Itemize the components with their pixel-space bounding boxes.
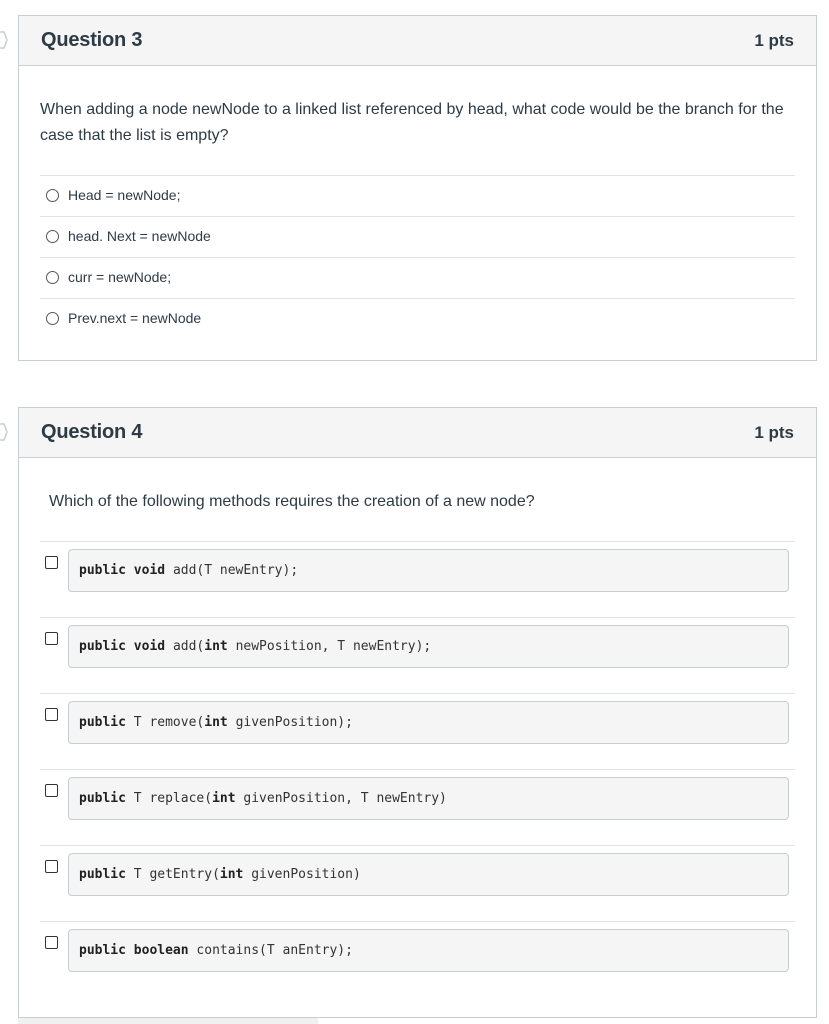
radio-button[interactable] [46,312,59,325]
code-snippet [68,777,789,820]
answer-option[interactable] [40,541,795,617]
checkbox[interactable] [45,784,58,797]
code-snippet [68,929,789,972]
code-keyword: public [79,639,126,654]
flag-question-icon[interactable] [0,423,8,441]
answer-option[interactable] [40,845,795,921]
checkbox[interactable] [45,936,58,949]
code-keyword: boolean [133,943,189,958]
answer-label: Head = newNode; [68,187,181,203]
checkbox[interactable] [45,708,58,721]
code-keyword: void [133,563,166,578]
answer-label: Prev.next = newNode [68,310,202,326]
question-4-answers [40,541,795,997]
code-snippet [68,625,789,668]
code-text: add(T newEntry); [172,563,299,578]
bottom-divider [18,1018,318,1024]
question-4-card [18,407,817,1018]
code-text: givenPosition) [251,867,361,882]
code-text: givenPosition); [235,715,353,730]
question-4-text: Which of the following methods requires the creation of a new node? [49,493,535,510]
answer-option[interactable] [40,693,795,769]
code-text: contains(T anEntry); [196,943,353,958]
code-keyword: public [79,715,126,730]
answer-option[interactable] [40,216,795,257]
question-3-answers [40,175,795,339]
answer-option[interactable] [40,175,795,216]
code-keyword: void [133,639,166,654]
code-snippet [68,701,789,744]
code-keyword: int [219,867,244,882]
radio-button[interactable] [46,271,59,284]
answer-label: head. Next = newNode [68,228,211,244]
flag-question-icon[interactable] [0,31,8,49]
question-3-points: 1 pts [754,31,794,50]
code-text: newPosition, T newEntry); [235,639,432,654]
question-3-card [18,15,817,361]
radio-button[interactable] [46,189,59,202]
code-keyword: int [212,791,236,806]
radio-button[interactable] [46,230,59,243]
code-text: add( [172,639,205,654]
code-keyword: int [204,639,228,654]
checkbox[interactable] [45,556,58,569]
code-keyword: public [79,943,126,958]
code-keyword: public [79,867,126,882]
code-snippet [68,853,789,896]
code-snippet [68,549,789,592]
question-3-text: When adding a node newNode to a linked list referenced by head, what code would be the branch for the case that the list is empty? [40,101,784,144]
code-text: T replace( [133,791,213,806]
answer-option[interactable] [40,769,795,845]
answer-option[interactable] [40,257,795,298]
question-4-header [19,408,816,458]
question-4-points: 1 pts [754,423,794,442]
code-text: givenPosition, T newEntry) [243,791,447,806]
question-3-header [19,16,816,66]
code-text: T getEntry( [133,867,220,882]
answer-option[interactable] [40,298,795,339]
checkbox[interactable] [45,860,58,873]
code-text: T remove( [133,715,205,730]
question-3-title: Question 3 [41,29,143,51]
question-4-title: Question 4 [41,421,143,443]
code-keyword: int [204,715,228,730]
checkbox[interactable] [45,632,58,645]
code-keyword: public [79,791,126,806]
answer-option[interactable] [40,617,795,693]
answer-label: curr = newNode; [68,269,172,285]
answer-option[interactable] [40,921,795,997]
code-keyword: public [79,563,126,578]
